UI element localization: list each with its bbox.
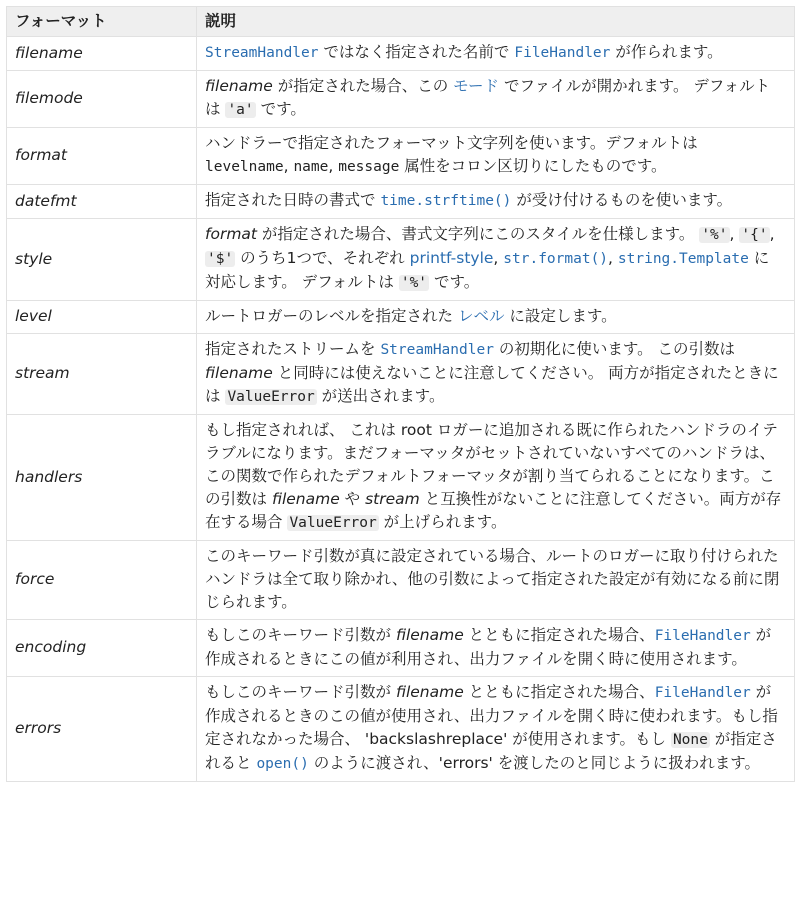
inline-literal: '$' xyxy=(207,251,234,267)
param-emphasis: filename xyxy=(395,626,464,644)
option-name: encoding xyxy=(7,620,197,677)
table-row xyxy=(7,301,795,334)
option-description xyxy=(197,415,795,541)
text-segment: ルートロガーのレベルを指定された xyxy=(205,307,458,325)
header-description: 説明 xyxy=(197,7,795,37)
text-segment: です。 xyxy=(255,100,306,118)
text-segment: や xyxy=(339,490,366,508)
option-name: stream xyxy=(7,334,197,415)
option-description xyxy=(197,620,795,677)
param-emphasis: filename xyxy=(205,77,273,95)
header-format: フォーマット xyxy=(7,7,197,37)
table-row xyxy=(7,128,795,185)
code-link[interactable]: FileHandler xyxy=(514,45,611,61)
option-description xyxy=(197,677,795,782)
text-segment: もし指定されれば、 これは root ロガーに追加される既に作られたハンドラのイテラブルになります。まだフォーマッタがセットされていないすべてのハンドラは、この関数で作られたデフォルトフォーマッタが割り当てられることになります。この引数は xyxy=(205,421,778,508)
inline-literal: ValueError xyxy=(227,389,315,405)
option-name: datefmt xyxy=(7,185,197,219)
text-segment: が指定された場合、この xyxy=(272,77,454,95)
code-link[interactable]: time.strftime() xyxy=(380,193,512,209)
code-link[interactable]: open() xyxy=(256,756,309,772)
inline-literal: '{' xyxy=(741,227,768,243)
text-segment: , xyxy=(283,157,294,175)
table-row xyxy=(7,334,795,415)
text-segment: ハンドラーで指定されたフォーマット文字列を使います。デフォルトは xyxy=(205,134,698,152)
text-segment: が上げられます。 xyxy=(378,513,507,531)
param-emphasis: filename xyxy=(271,490,340,508)
option-name: format xyxy=(7,128,197,185)
option-description xyxy=(197,185,795,219)
option-description xyxy=(197,219,795,301)
option-name: level xyxy=(7,301,197,334)
option-description xyxy=(197,541,795,620)
table-row xyxy=(7,185,795,219)
option-name: errors xyxy=(7,677,197,782)
inline-code: message xyxy=(338,159,400,175)
inline-literal: '%' xyxy=(400,275,428,291)
param-emphasis: stream xyxy=(365,490,420,508)
text-segment: このキーワード引数が真に設定されている場合、ルートのロガーに取り付けられたハンドラは全て取り除かれ、他の引数によって指定された設定が有効になる前に閉じられます。 xyxy=(205,547,780,611)
text-segment: と互換性がないことに注意してください。両方が存在する場合 xyxy=(205,490,782,531)
text-segment: もしこのキーワード引数が xyxy=(205,683,396,701)
text-segment: と同時には使えないことに注意してください。 両方が指定されたときには xyxy=(205,364,779,405)
code-link[interactable]: FileHandler xyxy=(654,628,751,644)
option-name: filename xyxy=(7,37,197,71)
table-row xyxy=(7,677,795,782)
text-segment: が指定されると xyxy=(205,730,777,772)
text-segment: が作成されるときにこの値が利用され、出力ファイルを開く時に使用されます。 xyxy=(205,626,772,668)
option-description xyxy=(197,37,795,71)
doc-link[interactable]: printf-style xyxy=(409,249,494,267)
option-name: style xyxy=(7,219,197,301)
text-segment: 指定された日時の書式で xyxy=(205,191,381,209)
text-segment: , xyxy=(608,249,618,267)
table-body xyxy=(7,37,795,782)
text-segment: が作成されるときのこの値が使用され、出力ファイルを開く時に使われます。もし指定されなかった場合、 'backslashreplace' が使用されます。もし xyxy=(205,683,778,748)
text-segment: , xyxy=(729,225,740,243)
inline-code: name xyxy=(293,159,329,175)
table-row xyxy=(7,71,795,128)
code-link[interactable]: string.Template xyxy=(617,251,749,267)
text-segment: でファイルが開かれます。 デフォルトは xyxy=(205,77,771,118)
inline-literal: 'a' xyxy=(227,102,254,118)
text-segment: , xyxy=(769,225,775,243)
inline-literal: ValueError xyxy=(289,515,377,531)
header-row xyxy=(7,7,795,37)
table-header xyxy=(7,7,795,37)
inline-code: levelname xyxy=(205,159,284,175)
param-emphasis: filename xyxy=(205,364,273,382)
table-row xyxy=(7,37,795,71)
text-segment: とともに指定された場合、 xyxy=(463,626,655,644)
text-segment: ではなく指定された名前で xyxy=(318,43,515,61)
text-segment: が作られます。 xyxy=(610,43,723,61)
table-row xyxy=(7,219,795,301)
text-segment: 指定されたストリームを xyxy=(205,340,381,358)
text-segment: に対応します。 デフォルトは xyxy=(205,249,770,291)
logging-basicconfig-options-table xyxy=(6,6,795,782)
code-link[interactable]: StreamHandler xyxy=(205,45,319,61)
text-segment: もしこのキーワード引数が xyxy=(205,626,396,644)
table-row xyxy=(7,620,795,677)
table-row xyxy=(7,541,795,620)
text-segment: のうち1つで、それぞれ xyxy=(235,249,410,267)
text-segment: , xyxy=(493,249,504,267)
option-description xyxy=(197,71,795,128)
option-description xyxy=(197,334,795,415)
text-segment: に設定します。 xyxy=(504,307,617,325)
table-row xyxy=(7,415,795,541)
code-link[interactable]: str.format() xyxy=(503,251,609,267)
option-name: force xyxy=(7,541,197,620)
param-emphasis: format xyxy=(205,225,257,243)
text-segment: です。 xyxy=(429,273,480,291)
inline-literal: '%' xyxy=(701,227,728,243)
option-description xyxy=(197,301,795,334)
doc-link[interactable]: レベル xyxy=(457,307,505,325)
doc-link[interactable]: モード xyxy=(453,77,500,95)
text-segment: の初期化に使います。 この引数は xyxy=(493,340,736,358)
option-description xyxy=(197,128,795,185)
inline-literal: None xyxy=(672,732,708,748)
text-segment: が指定された場合、書式文字列にこのスタイルを仕様します。 xyxy=(257,225,700,243)
text-segment: が送出されます。 xyxy=(316,387,445,405)
option-name: handlers xyxy=(7,415,197,541)
text-segment: 属性をコロン区切りにしたものです。 xyxy=(399,157,667,175)
text-segment: , xyxy=(328,157,339,175)
code-link[interactable]: StreamHandler xyxy=(380,342,494,358)
code-link[interactable]: FileHandler xyxy=(654,685,751,701)
text-segment: が受け付けるものを使います。 xyxy=(511,191,733,209)
option-name: filemode xyxy=(7,71,197,128)
text-segment: のように渡され、'errors' を渡したのと同じように扱われます。 xyxy=(308,754,760,772)
text-segment: とともに指定された場合、 xyxy=(463,683,655,701)
param-emphasis: filename xyxy=(395,683,464,701)
